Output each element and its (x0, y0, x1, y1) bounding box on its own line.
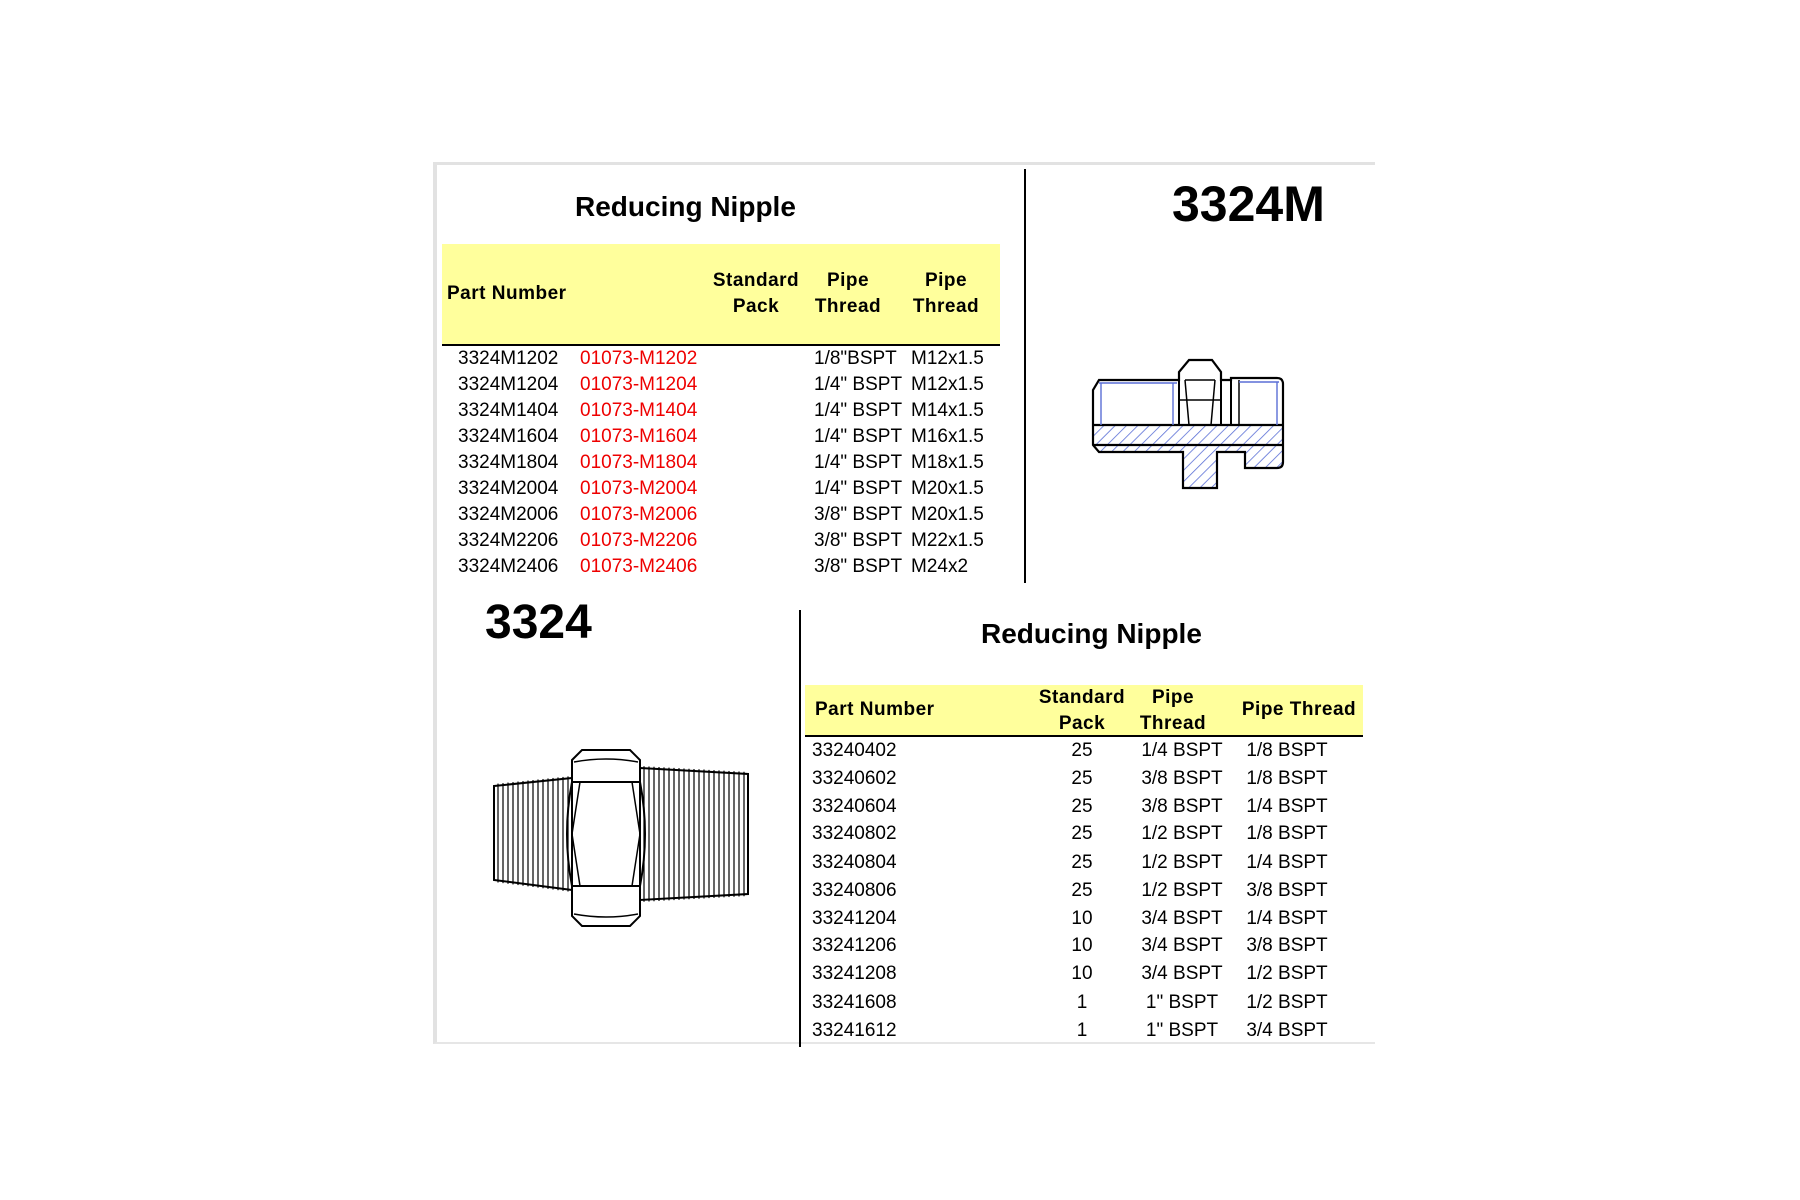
top-pipe-thread-1: 3/8" BSPT (814, 530, 903, 551)
bottom-pipe-thread-1: 1/2 BSPT (1141, 823, 1223, 844)
bottom-standard-pack: 25 (1071, 768, 1093, 789)
bottom-pipe-thread-2: 1/4 BSPT (1246, 852, 1328, 873)
bottom-table-row (437, 850, 1377, 876)
bottom-pipe-thread-1: 3/4 BSPT (1141, 963, 1223, 984)
bottom-table-row (437, 933, 1377, 959)
top-pipe-thread-2: M12x1.5 (911, 374, 984, 395)
top-pipe-thread-1: 1/4" BSPT (814, 478, 903, 499)
bottom-part-number: 33241206 (812, 935, 897, 956)
top-part-number: 3324M2406 (458, 556, 559, 577)
top-table-row (437, 450, 1007, 476)
bottom-table-row (437, 906, 1377, 932)
top-table-row (437, 528, 1007, 554)
top-pipe-thread-2: M14x1.5 (911, 400, 984, 421)
bottom-table-row (437, 766, 1377, 792)
top-alt-part-number: 01073-M1204 (580, 374, 698, 395)
bottom-pipe-thread-1: 1" BSPT (1145, 1020, 1219, 1041)
top-part-number: 3324M2006 (458, 504, 559, 525)
bottom-pipe-thread-2: 3/4 BSPT (1246, 1020, 1328, 1041)
top-product-code: 3324M (1172, 176, 1325, 232)
bottom-part-number: 33241208 (812, 963, 897, 984)
catalog-sheet (433, 162, 1375, 1044)
top-table-header (442, 244, 1000, 346)
top-part-number: 3324M1604 (458, 426, 559, 447)
top-table-row (437, 346, 1007, 372)
top-divider (1024, 169, 1026, 583)
top-pipe-thread-1: 3/8" BSPT (814, 556, 903, 577)
bottom-part-number: 33240604 (812, 796, 897, 817)
bottom-pipe-thread-1: 1/2 BSPT (1141, 852, 1223, 873)
bottom-pipe-thread-1: 1/2 BSPT (1141, 880, 1223, 901)
bottom-standard-pack: 10 (1071, 908, 1093, 929)
bottom-pipe-thread-2: 3/8 BSPT (1246, 935, 1328, 956)
bottom-pipe-thread-2: 1/4 BSPT (1246, 908, 1328, 929)
top-table-row (437, 372, 1007, 398)
bottom-header-standard-pack: Standard Pack (1038, 687, 1126, 734)
top-alt-part-number: 01073-M1202 (580, 348, 698, 369)
top-table-row (437, 554, 1007, 580)
bottom-pipe-thread-1: 1/4 BSPT (1141, 740, 1223, 761)
top-part-number: 3324M2206 (458, 530, 559, 551)
bottom-standard-pack: 25 (1071, 823, 1093, 844)
top-table-row (437, 476, 1007, 502)
top-pipe-thread-2: M20x1.5 (911, 478, 984, 499)
bottom-part-number: 33241204 (812, 908, 897, 929)
top-table-row (437, 502, 1007, 528)
bottom-table-header (805, 685, 1363, 737)
top-part-number: 3324M2004 (458, 478, 559, 499)
top-pipe-thread-1: 1/4" BSPT (814, 426, 903, 447)
top-part-number: 3324M1804 (458, 452, 559, 473)
top-pipe-thread-2: M24x2 (911, 556, 969, 577)
bottom-header-pipe-thread-1: Pipe Thread (1139, 687, 1207, 734)
bottom-table-row (437, 821, 1377, 847)
bottom-product-code: 3324 (485, 596, 592, 649)
top-pipe-thread-2: M12x1.5 (911, 348, 984, 369)
bottom-pipe-thread-2: 1/2 BSPT (1246, 963, 1328, 984)
bottom-standard-pack: 25 (1071, 852, 1093, 873)
top-pipe-thread-1: 3/8" BSPT (814, 504, 903, 525)
top-pipe-thread-1: 1/4" BSPT (814, 400, 903, 421)
bottom-pipe-thread-2: 1/8 BSPT (1246, 740, 1328, 761)
bottom-table-row (437, 794, 1377, 820)
top-alt-part-number: 01073-M2006 (580, 504, 698, 525)
top-pipe-thread-2: M20x1.5 (911, 504, 984, 525)
bottom-pipe-thread-1: 3/8 BSPT (1141, 796, 1223, 817)
top-table-row (437, 398, 1007, 424)
bottom-pipe-thread-1: 1" BSPT (1145, 992, 1219, 1013)
top-pipe-thread-2: M18x1.5 (911, 452, 984, 473)
bottom-pipe-thread-2: 1/8 BSPT (1246, 768, 1328, 789)
bottom-standard-pack: 10 (1071, 935, 1093, 956)
bottom-pipe-thread-1: 3/4 BSPT (1141, 935, 1223, 956)
top-alt-part-number: 01073-M2004 (580, 478, 698, 499)
bottom-pipe-thread-1: 3/4 BSPT (1141, 908, 1223, 929)
bottom-part-number: 33240806 (812, 880, 897, 901)
bottom-header-part-number: Part Number (815, 699, 935, 720)
bottom-pipe-thread-1: 3/8 BSPT (1141, 768, 1223, 789)
bottom-table-row (437, 878, 1377, 904)
reducing-nipple-section-drawing (1087, 340, 1297, 510)
top-alt-part-number: 01073-M2406 (580, 556, 698, 577)
top-alt-part-number: 01073-M1804 (580, 452, 698, 473)
bottom-pipe-thread-2: 1/8 BSPT (1246, 823, 1328, 844)
top-pipe-thread-1: 1/4" BSPT (814, 374, 903, 395)
top-alt-part-number: 01073-M1604 (580, 426, 698, 447)
top-section-title: Reducing Nipple (575, 191, 796, 222)
top-part-number: 3324M1202 (458, 348, 559, 369)
top-pipe-thread-2: M22x1.5 (911, 530, 984, 551)
bottom-standard-pack: 1 (1076, 1020, 1088, 1041)
bottom-table-row (437, 961, 1377, 987)
bottom-part-number: 33240402 (812, 740, 897, 761)
top-pipe-thread-2: M16x1.5 (911, 426, 984, 447)
top-part-number: 3324M1204 (458, 374, 559, 395)
bottom-pipe-thread-2: 1/2 BSPT (1246, 992, 1328, 1013)
top-part-number: 3324M1404 (458, 400, 559, 421)
top-header-pipe-thread-1: Pipe Thread (814, 270, 882, 317)
bottom-pipe-thread-2: 3/8 BSPT (1246, 880, 1328, 901)
top-header-standard-pack: Standard Pack (712, 270, 800, 317)
bottom-part-number: 33240602 (812, 768, 897, 789)
bottom-table-row (437, 738, 1377, 764)
top-header-pipe-thread-2: Pipe Thread (912, 270, 980, 317)
bottom-standard-pack: 25 (1071, 796, 1093, 817)
bottom-part-number: 33241608 (812, 992, 897, 1013)
bottom-part-number: 33240802 (812, 823, 897, 844)
bottom-standard-pack: 25 (1071, 740, 1093, 761)
bottom-standard-pack: 1 (1076, 992, 1088, 1013)
top-alt-part-number: 01073-M1404 (580, 400, 698, 421)
bottom-table-row (437, 990, 1377, 1016)
bottom-section-title: Reducing Nipple (981, 618, 1202, 649)
top-table-row (437, 424, 1007, 450)
bottom-standard-pack: 25 (1071, 880, 1093, 901)
bottom-standard-pack: 10 (1071, 963, 1093, 984)
top-header-part-number: Part Number (447, 283, 567, 304)
top-alt-part-number: 01073-M2206 (580, 530, 698, 551)
bottom-part-number: 33241612 (812, 1020, 897, 1041)
top-pipe-thread-1: 1/4" BSPT (814, 452, 903, 473)
bottom-table-row (437, 1018, 1377, 1044)
bottom-header-pipe-thread-2: Pipe Thread (1241, 699, 1357, 720)
bottom-pipe-thread-2: 1/4 BSPT (1246, 796, 1328, 817)
top-pipe-thread-1: 1/8"BSPT (814, 348, 897, 369)
bottom-part-number: 33240804 (812, 852, 897, 873)
